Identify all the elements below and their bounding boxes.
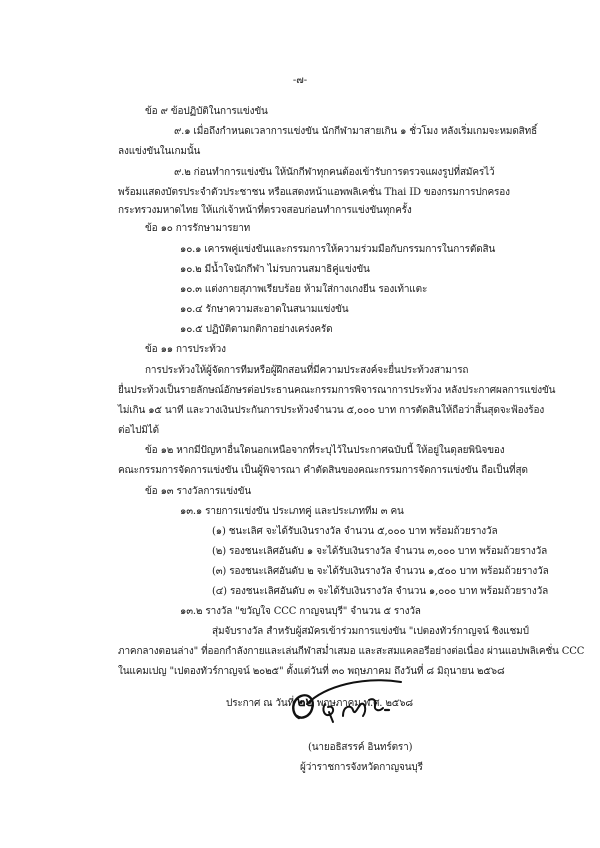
clause-9-1: ๙.๑ เมื่อถึงกำหนดเวลาการแข่งขัน นักกีฬามาสายเกิน ๑ ชั่วโมง หลังเริ่มเกมจะหมดสิทธิ์	[174, 126, 538, 137]
clause-11-body-1: การประท้วงให้ผู้จัดการทีมหรือผู้ฝึกสอนที่มีความประสงค์จะยื่นประท้วงสามารถ	[145, 365, 469, 376]
clause-13-2: ๑๓.๒ รางวัล "ขวัญใจ CCC กาญจนบุรี" จำนวน ๕ รางวัล	[180, 606, 421, 617]
clause-11-body-3: ไม่เกิน ๑๕ นาที และวางเงินประกันการประท้วงจำนวน ๕,๐๐๐ บาท การตัดสินให้ถือว่าสิ้นสุดจะฟ้องร้อง	[118, 405, 545, 416]
announcement-suffix: พฤษภาคม พ.ศ. ๒๕๖๘	[316, 698, 413, 709]
clause-11-heading: ข้อ ๑๑ การประท้วง	[145, 344, 226, 355]
clause-9-2-cont-1: พร้อมแสดงบัตรประจำตัวประชาชน หรือแสดงหน้าแอพพลิเคชั่น Thai ID ของกรมการปกครอง	[118, 187, 510, 198]
clause-13-2-body-1: สุ่มจับรางวัล สำหรับผู้สมัครเข้าร่วมการแข่งขัน "เปตองทัวร์กาญจน์ ชิงแชมป์	[212, 626, 529, 637]
prize-3: (๓) รองชนะเลิศอันดับ ๒ จะได้รับเงินรางวัล จำนวน ๑,๕๐๐ บาท พร้อมถ้วยรางวัล	[212, 566, 549, 577]
signature-image	[285, 674, 415, 730]
clause-9-1-cont: ลงแข่งขันในเกมนั้น	[118, 146, 201, 157]
clause-9-2: ๙.๒ ก่อนทำการแข่งขัน ให้นักกีฬาทุกคนต้องเข้ารับการตรวจแผงรูปที่สมัครไว้	[174, 167, 495, 178]
prize-1: (๑) ชนะเลิศ จะได้รับเงินรางวัล จำนวน ๕,๐๐๐ บาท พร้อมถ้วยรางวัล	[212, 526, 498, 537]
clause-13-heading: ข้อ ๑๓ รางวัลการแข่งขัน	[145, 486, 252, 497]
clause-10-2: ๑๐.๒ มีน้ำใจนักกีฬา ไม่รบกวนสมาธิคู่แข่งขัน	[180, 264, 370, 275]
clause-9-2-cont-2: กระทรวงมหาดไทย ให้แก่เจ้าหน้าที่ตรวจสอบก่อนทำการแข่งขันทุกครั้ง	[118, 205, 412, 216]
announcement-prefix: ประกาศ ณ วันที่	[226, 698, 294, 709]
prize-2: (๒) รองชนะเลิศอันดับ ๑ จะได้รับเงินรางวัล จำนวน ๓,๐๐๐ บาท พร้อมถ้วยรางวัล	[212, 546, 548, 557]
clause-10-1: ๑๐.๑ เคารพคู่แข่งขันและกรรมการให้ความร่วมมือกับกรรมการในการตัดสิน	[180, 244, 496, 255]
clause-12-body-1: ข้อ ๑๒ หากมีปัญหาอื่นใดนอกเหนือจากที่ระบุไว้ในประกาศฉบับนี้ ให้อยู่ในดุลยพินิจของ	[145, 445, 505, 456]
clause-12-body-2: คณะกรรมการจัดการแข่งขัน เป็นผู้พิจารณา คำตัดสินของคณะกรรมการจัดการแข่งขัน ถือเป็นที่สุด	[118, 465, 528, 476]
handwritten-day: ๒๒	[297, 695, 314, 710]
signatory-position: ผู้ว่าราชการจังหวัดกาญจนบุรี	[300, 762, 423, 773]
clause-10-5: ๑๐.๕ ปฏิบัติตามกติกาอย่างเคร่งครัด	[180, 324, 333, 335]
clause-11-body-4: ต่อไปมิได้	[118, 425, 159, 436]
clause-10-3: ๑๐.๓ แต่งกายสุภาพเรียบร้อย ห้ามใส่กางเกงยีน รองเท้าแตะ	[180, 284, 428, 295]
signatory-name: (นายอธิสรรค์ อินทร์ตรา)	[308, 742, 413, 753]
clause-10-heading: ข้อ ๑๐ การรักษามารยาท	[145, 223, 251, 234]
clause-13-1: ๑๓.๑ รายการแข่งขัน ประเภทคู่ และประเภททีม ๓ คน	[180, 506, 404, 517]
clause-13-2-body-3: ในแคมเปญ "เปตองทัวร์กาญจน์ ๒๐๒๕" ตั้งแต่วันที่ ๓๐ พฤษภาคม ถึงวันที่ ๘ มิถุนายน ๒๕๖๘	[118, 666, 505, 677]
clause-10-4: ๑๐.๔ รักษาความสะอาดในสนามแข่งขัน	[180, 304, 349, 315]
clause-9-heading: ข้อ ๙ ข้อปฏิบัติในการแข่งขัน	[145, 106, 268, 117]
clause-13-2-body-2: ภาคกลางตอนล่าง" ที่ออกกำลังกายและเล่นกีฬาสม่ำเสมอ และสะสมแคลอรีอย่างต่อเนื่อง ผ่านแอปพลิเคชั่น CCC	[118, 646, 585, 657]
clause-11-body-2: ยื่นประท้วงเป็นรายลักษณ์อักษรต่อประธานคณะกรรมการพิจารณาการประท้วง หลังประกาศผลการแข่งขัน	[118, 385, 556, 396]
page-number: -๗-	[292, 75, 308, 86]
prize-4: (๔) รองชนะเลิศอันดับ ๓ จะได้รับเงินรางวัล จำนวน ๑,๐๐๐ บาท พร้อมถ้วยรางวัล	[212, 586, 549, 597]
